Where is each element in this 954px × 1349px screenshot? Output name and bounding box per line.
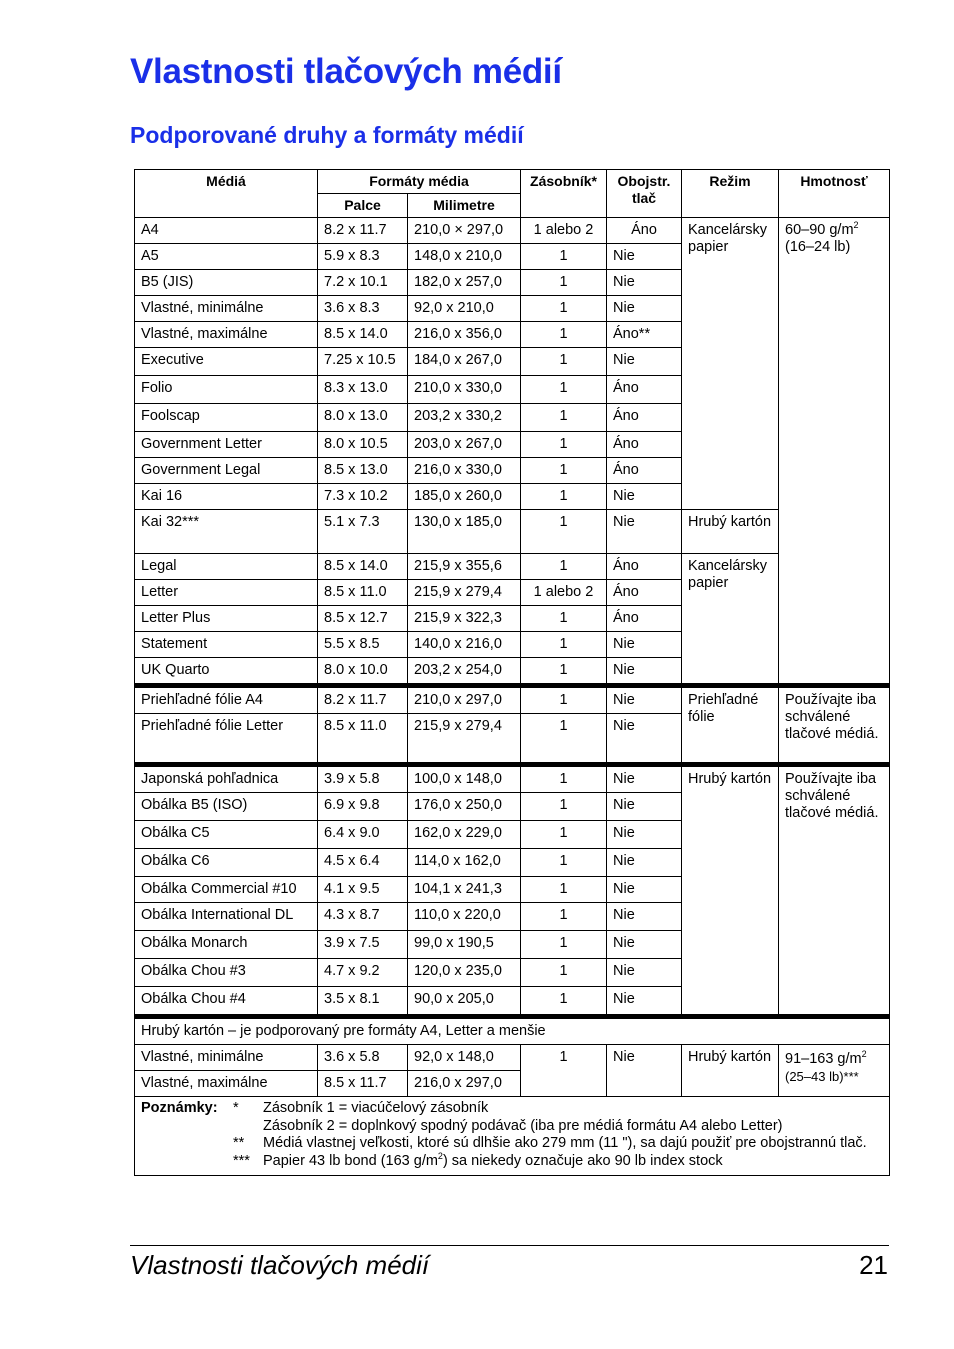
cell-tray: 1 [521,270,607,296]
section-subtitle: Podporované druhy a formáty médií [130,122,524,148]
cell-duplex: Nie [607,765,682,793]
cell-mm: 216,0 x 356,0 [408,322,521,348]
cell-media: A4 [135,218,318,244]
cell-mm: 182,0 x 257,0 [408,270,521,296]
cell-media: Legal [135,554,318,580]
cell-media: Government Letter [135,432,318,458]
cell-media: Obálka Monarch [135,931,318,959]
note-sup: 2 [437,1150,443,1161]
header-duplex-line2: tlač [631,190,657,206]
weight-paper-value: 60–90 g/m [785,222,854,238]
cell-inches: 8.5 x 13.0 [318,458,408,484]
cell-media: Priehľadné fólie A4 [135,686,318,714]
cell-mm: 210,0 x 330,0 [408,376,521,404]
cell-duplex: Áno [607,376,682,404]
cell-tray: 1 [521,987,607,1017]
cell-tray: 1 alebo 2 [521,218,607,244]
cell-media: Obálka Chou #3 [135,959,318,987]
footer-title: Vlastnosti tlačových médií [130,1250,430,1280]
cell-mode-thick-stock-2: Hrubý kartón [682,765,779,1017]
cell-tray: 1 [521,903,607,931]
cell-media: Folio [135,376,318,404]
notes-label: Poznámky: [141,1100,218,1116]
cell-mm: 203,2 x 254,0 [408,658,521,686]
cell-duplex: Nie [607,296,682,322]
cell-mm: 90,0 x 205,0 [408,987,521,1017]
cell-mm: 114,0 x 162,0 [408,849,521,877]
cell-duplex: Áno [607,404,682,432]
header-row [135,170,890,194]
table-row [135,686,890,714]
cell-inches: 7.2 x 10.1 [318,270,408,296]
cell-mm: 210,0 x 297,0 [408,686,521,714]
cell-tray: 1 [521,606,607,632]
cell-tray: 1 [521,296,607,322]
cell-mm: 216,0 x 297,0 [408,1071,521,1097]
cell-tray: 1 [521,849,607,877]
cell-duplex: Áno [607,580,682,606]
footer-rule [130,1245,889,1246]
cell-media: Vlastné, maximálne [135,1071,318,1097]
cell-duplex: Nie [607,987,682,1017]
cell-media: Obálka Commercial #10 [135,877,318,903]
cell-media: Obálka C5 [135,821,318,849]
cell-tray: 1 [521,554,607,580]
cell-media: A5 [135,244,318,270]
cell-mm: 176,0 x 250,0 [408,793,521,821]
cell-duplex: Nie [607,270,682,296]
cell-inches: 3.6 x 8.3 [318,296,408,322]
cell-inches: 6.4 x 9.0 [318,821,408,849]
cell-duplex: Áno [607,218,682,244]
cell-duplex: Nie [607,959,682,987]
media-table [134,169,890,1176]
table-row [135,554,890,580]
cell-duplex: Áno [607,606,682,632]
cell-media: Vlastné, minimálne [135,296,318,322]
cell-mode-transparency: Priehľadné fólie [682,686,779,765]
note-marker: ** [233,1135,245,1151]
cell-mm: 203,2 x 330,2 [408,404,521,432]
header-millimeters: Milimetre [408,194,521,218]
cell-inches: 5.5 x 8.5 [318,632,408,658]
cell-duplex: Nie [607,510,682,554]
note-text [263,1150,883,1171]
note-text: Médiá vlastnej veľkosti, ktoré sú dlhšie ako 279 mm (11 "), sa dajú použiť pre obojstrannú tlač. [263,1135,867,1151]
thick-stock-note: Hrubý kartón – je podporovaný pre formáty A4, Letter a menšie [135,1017,890,1045]
cell-media: B5 (JIS) [135,270,318,296]
cell-mode-office-paper: Kancelársky papier [682,218,779,510]
cell-weight-paper [779,218,890,686]
header-duplex-line1: Obojstr. [617,173,671,189]
cell-mm: 104,1 x 241,3 [408,877,521,903]
cell-media: Priehľadné fólie Letter [135,714,318,765]
cell-mm: 92,0 x 148,0 [408,1045,521,1071]
cell-inches: 8.0 x 10.5 [318,432,408,458]
cell-media: Vlastné, maximálne [135,322,318,348]
cell-mm: 130,0 x 185,0 [408,510,521,554]
cell-duplex: Nie [607,632,682,658]
cell-tray: 1 [521,510,607,554]
cell-mm: 215,9 x 322,3 [408,606,521,632]
cell-duplex: Áno [607,554,682,580]
cell-mm: 215,9 x 279,4 [408,580,521,606]
cell-media: Obálka International DL [135,903,318,931]
cell-inches: 8.5 x 11.7 [318,1071,408,1097]
cell-tray: 1 [521,877,607,903]
cell-weight-transparency: Používajte iba schválené tlačové médiá. [779,686,890,765]
cell-mode-thick-stock-3: Hrubý kartón [682,1045,779,1097]
cell-inches: 8.5 x 12.7 [318,606,408,632]
cell-weight-envelope: Používajte iba schválené tlačové médiá. [779,765,890,1017]
cell-inches: 3.9 x 5.8 [318,765,408,793]
cell-inches: 4.5 x 6.4 [318,849,408,877]
table-row [135,510,890,554]
weight-thick-sup: 2 [861,1049,867,1060]
weight-paper-lb: (16–24 lb) [785,239,851,255]
cell-media: Government Legal [135,458,318,484]
header-tray: Zásobník* [521,170,607,218]
note-marker: *** [233,1152,250,1169]
cell-inches: 4.1 x 9.5 [318,877,408,903]
table-row [135,765,890,793]
cell-tray: 1 [521,931,607,959]
cell-mm: 110,0 x 220,0 [408,903,521,931]
header-formats: Formáty média [318,170,521,194]
cell-inches: 8.2 x 11.7 [318,218,408,244]
cell-tray: 1 [521,322,607,348]
cell-tray: 1 [521,658,607,686]
cell-media: Letter [135,580,318,606]
cell-inches: 8.3 x 13.0 [318,376,408,404]
cell-mm: 120,0 x 235,0 [408,959,521,987]
cell-tray: 1 [521,714,607,765]
cell-mm: 210,0 × 297,0 [408,218,521,244]
cell-mode-thick-stock: Hrubý kartón [682,510,779,554]
weight-thick-lb: (25–43 lb)*** [785,1069,859,1084]
cell-mm: 215,9 x 279,4 [408,714,521,765]
table-row [135,1017,890,1045]
cell-tray: 1 [521,793,607,821]
cell-media: Vlastné, minimálne [135,1045,318,1071]
cell-tray: 1 [521,821,607,849]
page-number: 21 [859,1250,888,1280]
notes-cell [135,1097,890,1176]
cell-duplex: Nie [607,658,682,686]
note-text [263,1100,883,1135]
cell-inches: 3.5 x 8.1 [318,987,408,1017]
cell-inches: 4.7 x 9.2 [318,959,408,987]
cell-inches: 4.3 x 8.7 [318,903,408,931]
cell-media: Executive [135,348,318,376]
note-text-after: ) sa niekedy označuje ako 90 lb index stock [442,1152,723,1169]
cell-inches: 5.1 x 7.3 [318,510,408,554]
cell-tray: 1 [521,484,607,510]
cell-tray: 1 [521,686,607,714]
cell-mm: 216,0 x 330,0 [408,458,521,484]
cell-tray: 1 [521,404,607,432]
cell-inches: 7.3 x 10.2 [318,484,408,510]
cell-inches: 6.9 x 9.8 [318,793,408,821]
cell-media: Kai 32*** [135,510,318,554]
cell-media: Letter Plus [135,606,318,632]
cell-tray: 1 [521,376,607,404]
cell-duplex: Nie [607,348,682,376]
page-title: Vlastnosti tlačových médií [130,52,562,91]
cell-tray: 1 [521,765,607,793]
cell-duplex: Nie [607,484,682,510]
cell-inches: 8.0 x 13.0 [318,404,408,432]
cell-media: Obálka Chou #4 [135,987,318,1017]
cell-tray: 1 [521,432,607,458]
cell-inches: 8.5 x 14.0 [318,322,408,348]
cell-mm: 148,0 x 210,0 [408,244,521,270]
cell-inches: 8.5 x 14.0 [318,554,408,580]
cell-inches: 7.25 x 10.5 [318,348,408,376]
cell-media: Japonská pohľadnica [135,765,318,793]
cell-tray: 1 [521,458,607,484]
cell-mm: 99,0 x 190,5 [408,931,521,959]
cell-mm: 185,0 x 260,0 [408,484,521,510]
cell-inches: 8.5 x 11.0 [318,580,408,606]
header-weight: Hmotnosť [779,170,890,218]
cell-duplex: Nie [607,793,682,821]
cell-mm: 100,0 x 148,0 [408,765,521,793]
cell-tray: 1 [521,632,607,658]
cell-inches: 8.5 x 11.0 [318,714,408,765]
note-marker: * [233,1100,239,1116]
cell-duplex: Nie [607,821,682,849]
cell-mm: 184,0 x 267,0 [408,348,521,376]
weight-paper-sup: 2 [853,220,859,231]
cell-tray: 1 [521,959,607,987]
cell-inches: 3.9 x 7.5 [318,931,408,959]
cell-mm: 203,0 x 267,0 [408,432,521,458]
cell-media: Kai 16 [135,484,318,510]
cell-media: Foolscap [135,404,318,432]
cell-tray: 1 alebo 2 [521,580,607,606]
cell-duplex: Nie [607,903,682,931]
cell-duplex: Nie [607,1045,682,1097]
header-inches: Palce [318,194,408,218]
cell-tray: 1 [521,244,607,270]
cell-inches: 3.6 x 5.8 [318,1045,408,1071]
cell-duplex: Nie [607,686,682,714]
cell-mode-office-paper-2: Kancelársky papier [682,554,779,686]
cell-duplex: Nie [607,877,682,903]
cell-media: Obálka C6 [135,849,318,877]
cell-media: UK Quarto [135,658,318,686]
cell-inches: 5.9 x 8.3 [318,244,408,270]
cell-mm: 215,9 x 355,6 [408,554,521,580]
cell-mm: 140,0 x 216,0 [408,632,521,658]
header-mode: Režim [682,170,779,218]
header-duplex [607,170,682,218]
cell-tray: 1 [521,1045,607,1097]
cell-weight-thick [779,1045,890,1097]
cell-media: Statement [135,632,318,658]
cell-mm: 92,0 x 210,0 [408,296,521,322]
weight-thick-value: 91–163 g/m [785,1051,862,1067]
cell-duplex: Áno** [607,322,682,348]
cell-duplex: Áno [607,458,682,484]
header-media: Médiá [135,170,318,218]
note-line: Zásobník 1 = viacúčelový zásobník [263,1100,489,1116]
cell-media: Obálka B5 (ISO) [135,793,318,821]
cell-mm: 162,0 x 229,0 [408,821,521,849]
cell-inches: 8.2 x 11.7 [318,686,408,714]
cell-duplex: Áno [607,432,682,458]
cell-duplex: Nie [607,931,682,959]
note-text-before: Papier 43 lb bond (163 g/m [263,1152,438,1169]
cell-duplex: Nie [607,714,682,765]
cell-inches: 8.0 x 10.0 [318,658,408,686]
notes-row [135,1097,890,1176]
cell-duplex: Nie [607,849,682,877]
note-line: Zásobník 2 = doplnkový spodný podávač (iba pre médiá formátu A4 alebo Letter) [263,1117,783,1134]
cell-tray: 1 [521,348,607,376]
table-row [135,1045,890,1071]
table-row [135,218,890,244]
cell-duplex: Nie [607,244,682,270]
